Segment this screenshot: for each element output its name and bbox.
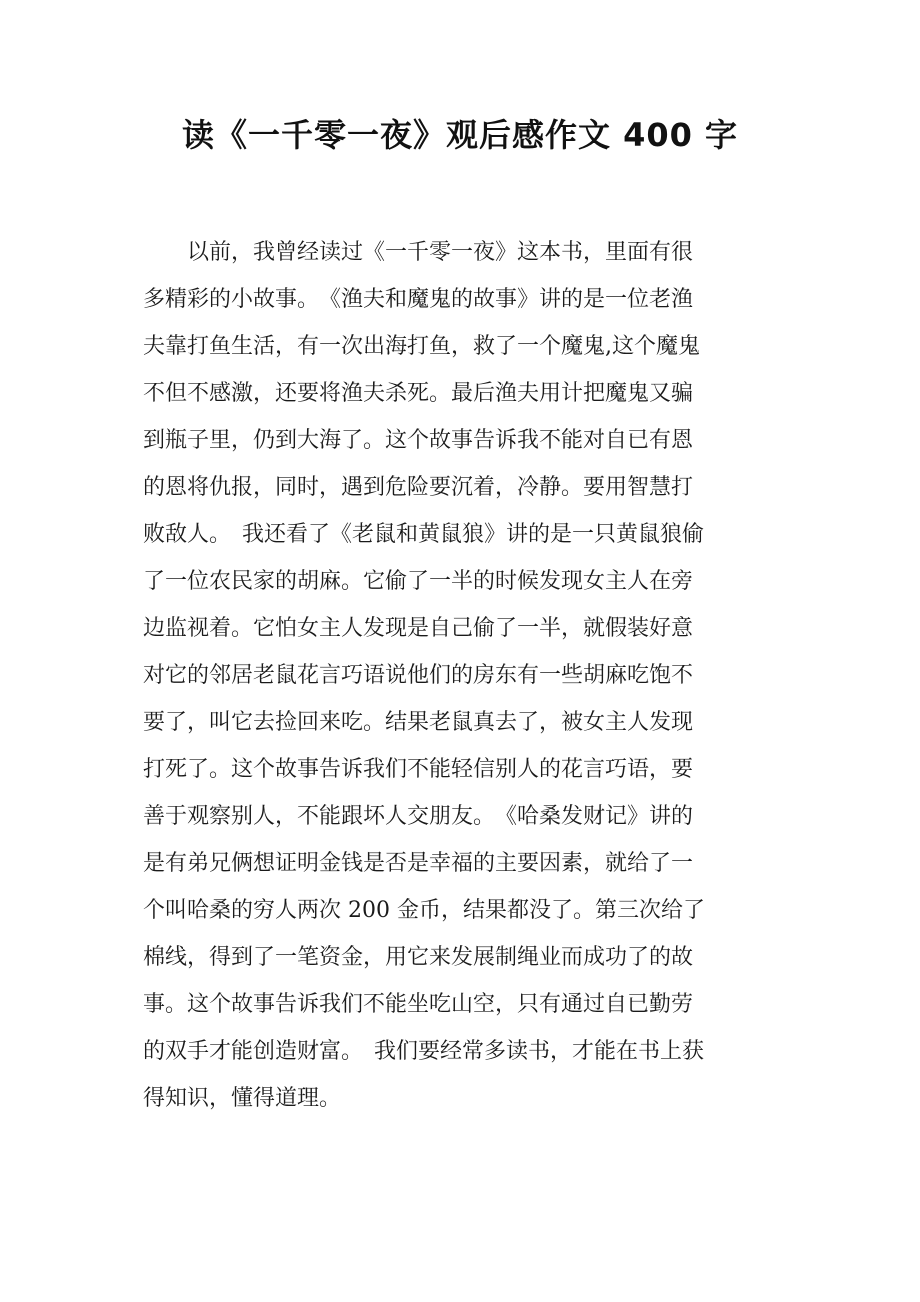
- body-line: 以前，我曾经读过《一千零一夜》这本书，里面有很: [187, 240, 694, 265]
- body-line: 到瓶子里，仍到大海了。这个故事告诉我不能对自已有恩: [143, 428, 694, 453]
- body-line: 败敌人。 我还看了《老鼠和黄鼠狼》讲的是一只黄鼠狼偷: [143, 522, 705, 547]
- document-body: [143, 229, 788, 1122]
- body-line: 不但不感激，还要将渔夫杀死。最后渔夫用计把魔鬼又骗: [143, 381, 694, 406]
- body-line: 棉线，得到了一笔资金，用它来发展制绳业而成功了的故: [143, 945, 694, 970]
- body-line: 对它的邻居老鼠花言巧语说他们的房东有一些胡麻吃饱不: [143, 663, 694, 688]
- body-line: 事。这个故事告诉我们不能坐吃山空，只有通过自已勤劳: [143, 992, 694, 1017]
- body-line: 的双手才能创造财富。 我们要经常多读书，才能在书上获: [143, 1039, 705, 1064]
- body-line: 个叫哈桑的穷人两次 200 金币，结果都没了。第三次给了: [143, 898, 705, 923]
- body-line: 的恩将仇报，同时，遇到危险要沉着，冷静。要用智慧打: [143, 475, 694, 500]
- body-line: 打死了。这个故事告诉我们不能轻信别人的花言巧语，要: [143, 757, 694, 782]
- document-title: 读《一千零一夜》观后感作文 400 字: [181, 116, 739, 154]
- body-line: 了一位农民家的胡麻。它偷了一半的时候发现女主人在旁: [143, 569, 694, 594]
- body-line: 是有弟兄俩想证明金钱是否是幸福的主要因素，就给了一: [143, 851, 694, 876]
- body-line: 多精彩的小故事。 《渔夫和魔鬼的故事》讲的是一位老渔: [143, 287, 694, 312]
- body-line: 夫靠打鱼生活，有一次出海打鱼，救了一个魔鬼,这个魔鬼: [143, 334, 700, 359]
- body-line: 善于观察别人，不能跟坏人交朋友。 《哈桑发财记》讲的: [143, 804, 694, 829]
- body-line: 要了，叫它去捡回来吃。结果老鼠真去了，被女主人发现: [143, 710, 694, 735]
- body-line: 得知识，懂得道理。: [143, 1086, 342, 1111]
- body-line: 边监视着。它怕女主人发现是自己偷了一半，就假装好意: [143, 616, 694, 641]
